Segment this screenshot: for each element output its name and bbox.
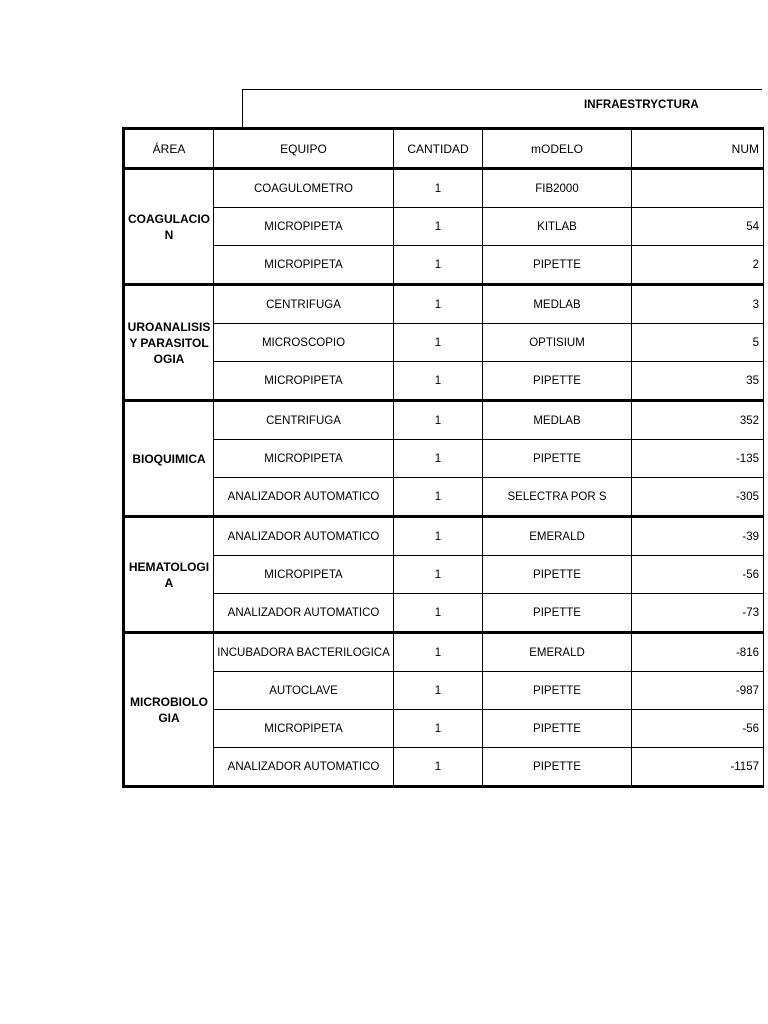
num-cell: -987 xyxy=(632,672,764,710)
equipo-cell: ANALIZADOR AUTOMATICO xyxy=(214,478,394,517)
area-cell: COAGULACION xyxy=(124,169,214,285)
header-num: NUM xyxy=(632,129,764,169)
num-cell: 3 xyxy=(632,285,764,324)
modelo-cell: MEDLAB xyxy=(483,401,632,440)
cantidad-cell: 1 xyxy=(394,556,483,594)
equipo-cell: COAGULOMETRO xyxy=(214,169,394,208)
equipo-cell: MICROPIPETA xyxy=(214,246,394,285)
equipo-cell: MICROSCOPIO xyxy=(214,324,394,362)
equipo-cell: MICROPIPETA xyxy=(214,556,394,594)
header-equipo: EQUIPO xyxy=(214,129,394,169)
num-cell: 54 xyxy=(632,208,764,246)
modelo-cell: FIB2000 xyxy=(483,169,632,208)
equipo-cell: MICROPIPETA xyxy=(214,710,394,748)
equipo-cell: MICROPIPETA xyxy=(214,440,394,478)
equipo-cell: MICROPIPETA xyxy=(214,208,394,246)
table-row xyxy=(124,517,764,556)
cantidad-cell: 1 xyxy=(394,440,483,478)
modelo-cell: PIPETTE xyxy=(483,440,632,478)
modelo-cell: OPTISIUM xyxy=(483,324,632,362)
table-row xyxy=(124,208,764,246)
equipo-cell: CENTRIFUGA xyxy=(214,285,394,324)
num-cell xyxy=(632,169,764,208)
cantidad-cell: 1 xyxy=(394,401,483,440)
cantidad-cell: 1 xyxy=(394,517,483,556)
modelo-cell: KITLAB xyxy=(483,208,632,246)
area-cell: HEMATOLOGIA xyxy=(124,517,214,633)
modelo-cell: PIPETTE xyxy=(483,556,632,594)
num-cell: -39 xyxy=(632,517,764,556)
table-row xyxy=(124,324,764,362)
table-row xyxy=(124,169,764,208)
equipment-table xyxy=(122,127,764,788)
table-row xyxy=(124,401,764,440)
modelo-cell: PIPETTE xyxy=(483,672,632,710)
cantidad-cell: 1 xyxy=(394,324,483,362)
modelo-cell: EMERALD xyxy=(483,633,632,672)
table-row xyxy=(124,633,764,672)
cantidad-cell: 1 xyxy=(394,748,483,787)
modelo-cell: PIPETTE xyxy=(483,594,632,633)
cantidad-cell: 1 xyxy=(394,710,483,748)
cantidad-cell: 1 xyxy=(394,169,483,208)
num-cell: -1157 xyxy=(632,748,764,787)
cantidad-cell: 1 xyxy=(394,208,483,246)
modelo-cell: SELECTRA POR S xyxy=(483,478,632,517)
modelo-cell: MEDLAB xyxy=(483,285,632,324)
table-row xyxy=(124,362,764,401)
header-area: ÁREA xyxy=(124,129,214,169)
equipo-cell: AUTOCLAVE xyxy=(214,672,394,710)
equipo-cell: ANALIZADOR AUTOMATICO xyxy=(214,594,394,633)
num-cell: -816 xyxy=(632,633,764,672)
area-cell: UROANALISIS Y PARASITOLOGIA xyxy=(124,285,214,401)
cantidad-cell: 1 xyxy=(394,478,483,517)
equipo-cell: MICROPIPETA xyxy=(214,362,394,401)
header-row xyxy=(124,129,764,169)
cantidad-cell: 1 xyxy=(394,672,483,710)
cantidad-cell: 1 xyxy=(394,362,483,401)
table-row xyxy=(124,285,764,324)
equipo-cell: ANALIZADOR AUTOMATICO xyxy=(214,517,394,556)
num-cell: 352 xyxy=(632,401,764,440)
table-row xyxy=(124,594,764,633)
header-modelo: mODELO xyxy=(483,129,632,169)
table-row xyxy=(124,748,764,787)
modelo-cell: PIPETTE xyxy=(483,362,632,401)
table-row xyxy=(124,556,764,594)
table-row xyxy=(124,478,764,517)
table-body xyxy=(124,169,764,787)
modelo-cell: PIPETTE xyxy=(483,748,632,787)
cantidad-cell: 1 xyxy=(394,594,483,633)
modelo-cell: EMERALD xyxy=(483,517,632,556)
num-cell: -73 xyxy=(632,594,764,633)
num-cell: -135 xyxy=(632,440,764,478)
num-cell: -56 xyxy=(632,556,764,594)
cantidad-cell: 1 xyxy=(394,633,483,672)
num-cell: 2 xyxy=(632,246,764,285)
header-cantidad: CANTIDAD xyxy=(394,129,483,169)
cantidad-cell: 1 xyxy=(394,246,483,285)
modelo-cell: PIPETTE xyxy=(483,710,632,748)
num-cell: 35 xyxy=(632,362,764,401)
num-cell: -56 xyxy=(632,710,764,748)
table-row xyxy=(124,672,764,710)
cantidad-cell: 1 xyxy=(394,285,483,324)
equipo-cell: INCUBADORA BACTERILOGICA xyxy=(214,633,394,672)
document-title: INFRAESTRYCTURA xyxy=(584,99,699,111)
equipo-cell: ANALIZADOR AUTOMATICO xyxy=(214,748,394,787)
equipo-cell: CENTRIFUGA xyxy=(214,401,394,440)
table-row xyxy=(124,246,764,285)
area-cell: BIOQUIMICA xyxy=(124,401,214,517)
area-cell: MICROBIOLOGIA xyxy=(124,633,214,787)
num-cell: 5 xyxy=(632,324,764,362)
table-row xyxy=(124,440,764,478)
table-row xyxy=(124,710,764,748)
num-cell: -305 xyxy=(632,478,764,517)
modelo-cell: PIPETTE xyxy=(483,246,632,285)
